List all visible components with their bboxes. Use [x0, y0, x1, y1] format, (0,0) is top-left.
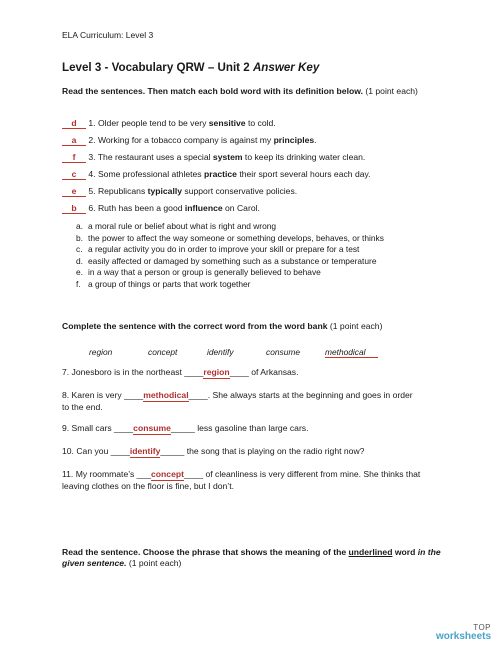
question-7: 7. Jonesboro is in the northeast ____region____ of Arkansas. — [62, 367, 422, 379]
question-10: 10. Can you ____identify_____ the song that is playing on the radio right now? — [62, 446, 422, 458]
word-bank-item: concept — [148, 347, 178, 357]
section1-instructions: Read the sentences. Then match each bold word with its definition below. (1 point each) — [62, 86, 418, 96]
word-bank-item: consume — [266, 347, 300, 357]
definition-item: b. the power to affect the way someone or something develops, behaves, or thinks — [76, 232, 384, 243]
answer-blank[interactable]: f — [62, 152, 86, 163]
word-bank-item: region — [89, 347, 113, 357]
match-item: b 6. Ruth has been a good influence on Carol. — [62, 203, 260, 214]
match-item: e 5. Republicans typically support conservative policies. — [62, 186, 297, 197]
definition-item: a. a moral rule or belief about what is right and wrong — [76, 221, 277, 231]
answer-key-label: Answer Key — [252, 61, 320, 74]
match-item: a 2. Working for a tobacco company is against my principles. — [62, 135, 317, 146]
curriculum-header: ELA Curriculum: Level 3 — [62, 30, 154, 40]
answer-blank[interactable]: region — [203, 367, 229, 379]
match-item: d 1. Older people tend to be very sensitive to cold. — [62, 118, 276, 129]
question-8: 8. Karen is very ____methodical____. She always starts at the beginning and goes in order to the end. — [62, 390, 413, 413]
answer-blank[interactable]: b — [62, 203, 86, 214]
definitions-list — [76, 221, 384, 291]
definition-item: f. a group of things or parts that work together — [76, 278, 251, 289]
match-item: f 3. The restaurant uses a special system to keep its drinking water clean. — [62, 152, 365, 163]
definition-item: d. easily affected or damaged by something such as a substance or temperature — [76, 255, 377, 266]
word-bank-item: methodical — [325, 347, 378, 358]
answer-blank[interactable]: identify — [130, 446, 161, 458]
question-9: 9. Small cars ____consume_____ less gasoline than large cars. — [62, 423, 422, 435]
answer-blank[interactable]: a — [62, 135, 86, 146]
topworksheets-logo[interactable]: TOP worksheets — [436, 623, 492, 642]
definition-item: c. a regular activity you do in order to improve your skill or prepare for a test — [76, 244, 360, 255]
match-item: c 4. Some professional athletes practice their sport several hours each day. — [62, 169, 371, 180]
section2-instructions: Complete the sentence with the correct word from the word bank (1 point each) — [62, 321, 383, 331]
answer-blank[interactable]: e — [62, 186, 86, 197]
question-11: 11. My roommate’s ___concept____ of cleanliness is very different from mine. She thinks that leaving clothes on the floor is fine, but I don’t. — [62, 469, 421, 492]
answer-blank[interactable]: consume — [133, 423, 171, 435]
word-bank-item: identify — [207, 347, 234, 357]
answer-blank[interactable]: concept — [151, 469, 184, 481]
section3-instructions: Read the sentence. Choose the phrase that shows the meaning of the underlined word in the given sentence. (1 point each) — [62, 547, 441, 568]
page-title: Level 3 - Vocabulary QRW – Unit 2 Answer Key — [62, 61, 320, 74]
definition-item: e. in a way that a person or group is generally believed to behave — [76, 267, 321, 278]
answer-blank[interactable]: c — [62, 169, 86, 180]
answer-blank[interactable]: methodical — [143, 390, 188, 402]
answer-blank[interactable]: d — [62, 118, 86, 129]
